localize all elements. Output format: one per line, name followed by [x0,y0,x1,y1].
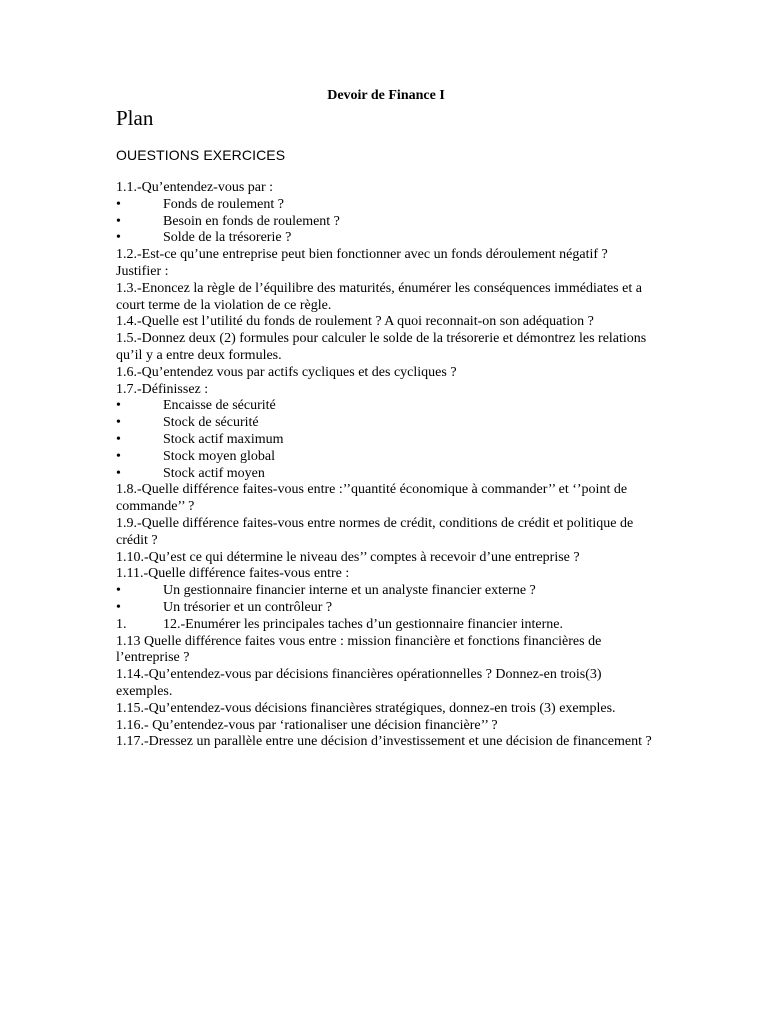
bullet-text: Un gestionnaire financier interne et un analyste financier externe ? [163,583,536,599]
question-line: Justifier : [116,263,169,279]
bullet-mark: • [116,448,121,464]
question-line: 1.11.-Quelle différence faites-vous entre : [116,566,350,582]
question-line: 1.8.-Quelle différence faites-vous entre :’’quantité économique à commander’’ et ‘’point de commande’’ ? [116,482,628,515]
bullet-item [116,600,656,617]
questions-list [116,180,656,751]
section-heading: OUESTIONS EXERCICES [116,147,286,163]
bullet-text: Stock de sécurité [163,415,259,431]
question-line: 1.9.-Quelle différence faites-vous entre normes de crédit, conditions de crédit et politique de crédit ? [116,515,634,548]
question-line: 1.5.-Donnez deux (2) formules pour calculer le solde de la trésorerie et démontrez les relations qu’il y a entre deux formules. [116,331,647,363]
bullet-mark: • [116,599,121,615]
numbered-item [116,617,656,634]
bullet-mark: • [116,196,121,212]
bullet-text: Stock actif maximum [163,431,284,447]
bullet-item [116,449,656,466]
bullet-item [116,230,656,247]
bullet-text: Un trésorier et un contrôleur ? [163,599,333,615]
question-line: 1.16.- Qu’entendez-vous par ‘rationaliser une décision financière’’ ? [116,717,498,733]
question-line: 1.3.-Enoncez la règle de l’équilibre des maturités, énumérer les conséquences immédiates et a court terme de la violation de ce règle. [116,280,642,313]
number-mark: 1. [116,616,127,632]
question-line: 1.10.-Qu’est ce qui détermine le niveau des’’ comptes à recevoir d’une entreprise ? [116,549,580,565]
bullet-mark: • [116,230,121,246]
bullet-mark: • [116,583,121,599]
document-page [116,86,656,751]
bullet-item [116,214,656,231]
numbered-text: 12.-Enumérer les principales taches d’un gestionnaire financier interne. [163,616,564,632]
bullet-item [116,583,656,600]
question-line: 1.13 Quelle différence faites vous entre : mission financière et fonctions financières de l’entreprise ? [116,633,602,666]
bullet-text: Encaisse de sécurité [163,398,276,414]
question-line: 1.2.-Est-ce qu’une entreprise peut bien fonctionner avec un fonds déroulement négatif ? [116,247,608,263]
question-line: 1.17.-Dressez un parallèle entre une décision d’investissement et une décision de financement ? [116,734,652,750]
bullet-mark: • [116,415,121,431]
bullet-mark: • [116,213,121,229]
bullet-item [116,466,656,483]
question-line: 1.14.-Qu’entendez-vous par décisions financières opérationnelles ? Donnez-en trois(3) exemples. [116,667,602,699]
bullet-text: Besoin en fonds de roulement ? [163,213,340,229]
question-line: 1.1.-Qu’entendez-vous par : [116,180,274,195]
bullet-mark: • [116,465,121,481]
document-title: Devoir de Finance I [327,88,445,103]
bullet-text: Fonds de roulement ? [163,196,284,212]
bullet-item [116,398,656,415]
question-line: 1.15.-Qu’entendez-vous décisions financières stratégiques, donnez-en trois (3) exemples. [116,700,616,716]
bullet-text: Stock moyen global [163,448,275,464]
question-line: 1.7.-Définissez : [116,381,209,397]
bullet-mark: • [116,398,121,414]
bullet-mark: • [116,431,121,447]
bullet-item [116,415,656,432]
plan-heading: Plan [116,106,154,130]
bullet-text: Solde de la trésorerie ? [163,230,292,246]
question-line: 1.4.-Quelle est l’utilité du fonds de roulement ? A quoi reconnait-on son adéquation ? [116,314,594,330]
question-line: 1.6.-Qu’entendez vous par actifs cycliques et des cycliques ? [116,364,457,380]
bullet-item [116,197,656,214]
bullet-text: Stock actif moyen [163,465,265,481]
bullet-item [116,432,656,449]
